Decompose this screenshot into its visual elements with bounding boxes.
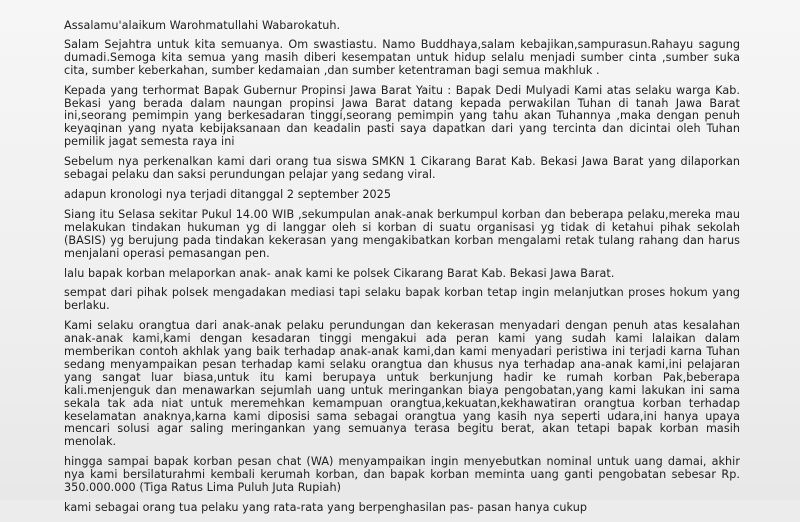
greeting-paragraph: Assalamu'alaikum Warohmatullahi Wabarokatuh. — [64, 19, 341, 32]
incident-paragraph: Siang itu Selasa sekitar Pukul 14.00 WIB ,sekumpulan anak-anak berkumpul korban dan beberapa pelaku,mereka mau melakukan tindakan hukuman yg di langgar oleh si korban di suatu organisasi yg tidak di ketahui pihak sekolah (BASIS) yg berujung pada tindakan kekerasan yang mengakibatkan korban mengalami retak tulang rahang dan harus menjalani operasi pemasangan pen. — [64, 207, 740, 260]
chronology-date-paragraph: adapun kronologi nya terjadi ditanggal 2 september 2025 — [64, 187, 391, 201]
introduction-paragraph: Sebelum nya perkenalkan kami dari orang tua siswa SMKN 1 Cikarang Barat Kab. Bekasi Jawa Barat yang dilaporkan sebagai pelaku dan saksi perundungan pelajar yang sedang viral. — [64, 155, 740, 182]
address-paragraph: Kepada yang terhormat Bapak Gubernur Propinsi Jawa Barat Yaitu : Bapak Dedi Mulyadi Kami atas selaku warga Kab. Bekasi yang berada dalam naungan propinsi Jawa Barat datang kepada perwakilan Tuhan di tanah Jawa Barat ini,seorang pemimpin yang berkesadaran tinggi,seorang pemimpin yang tahu akan Tuhannya ,maka dengan penuh keyaqinan yang nyata kebijaksanaan dan keadalin pasti saya dapatkan dari yang tercinta dan dicintai oleh Tuhan pemilik jagat semesta raya ini — [64, 83, 740, 149]
police-report-paragraph: lalu bapak korban melaporkan anak- anak kami ke polsek Cikarang Barat Kab. Bekasi Jawa Barat. — [64, 266, 615, 280]
parents-statement-paragraph: Kami selaku orangtua dari anak-anak pelaku perundungan dan kekerasan menyadari dengan penuh atas kesalahan anak-anak kami,kami dengan kesadaran tinggi mengakui ada peran kami yang sudah kami lalaikan dalam memberikan contoh akhlak yang baik terhadap anak-anak kami,dan kami menyadari peristiwa ini terjadi karna Tuhan sedang menyampaikan pesan terhadap kami selaku orangtua dan khusus nya terhadap ana-anak kami,ini pelajaran yang sangat luar biasa,untuk itu kami berupaya untuk berkunjung hadir ke rumah korban Pak,beberapa kali.menjenguk dan menawarkan sejumlah uang untuk meringankan biaya pengobatan,yang kami lakukan ini sama sekala tak ada niat untuk meremehkan kemampuan orangtua,kekuatan,kekhawatiran orangtua korban terhadap keselamatan anaknya,karna kami diposisi sama sebagai orangtua yang kasih nya seperti udara,ini hanya upaya mencari solusi agar saling meringankan yang semuanya terasa begitu berat, akan tetapi bapak korban masih menolak. — [64, 319, 740, 449]
closing-fragment-paragraph: kami sebagai orang tua pelaku yang rata-rata yang berpenghasilan pas- pasan hanya cukup — [64, 501, 587, 514]
letter-body — [64, 20, 740, 522]
mediation-paragraph: sempat dari pihak polsek mengadakan mediasi tapi selaku bapak korban tetap ingin melanjutkan proses hokum yang berlaku. — [64, 286, 740, 313]
salutation-paragraph: Salam Sejahtra untuk kita semuanya. Om swastiastu. Namo Buddhaya,salam kebajikan,sampurasun.Rahayu sagung dumadi.Semoga kita semua yang masih diberi kesempatan untuk hidup selalu menjadi sumber cinta ,sumber suka cita, sumber keberkahan, sumber kedamaian ,dan sumber ketentraman bagi semua makhluk . — [64, 37, 740, 77]
compensation-demand-paragraph: hingga sampai bapak korban pesan chat (WA) menyampaikan ingin menyebutkan nominal untuk uang damai, akhir nya kami bersilaturahmi kembali kerumah korban, dan bapak korban meminta uang ganti pengobatan sebesar Rp. 350.000.000 (Tiga Ratus Lima Puluh Juta Rupiah) — [64, 455, 740, 495]
